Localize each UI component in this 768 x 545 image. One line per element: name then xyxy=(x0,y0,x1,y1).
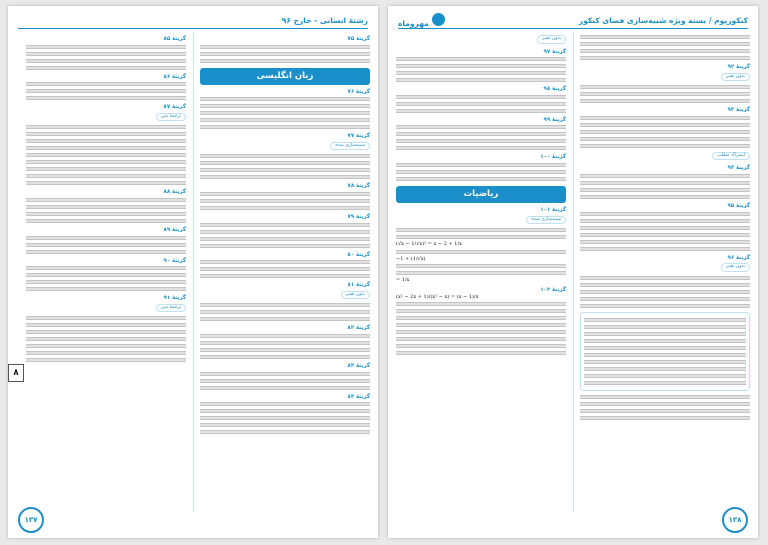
left-page-header xyxy=(18,12,368,28)
brand-logo-icon xyxy=(432,13,445,26)
question-title: گزینهٔ ۹۳ xyxy=(727,107,750,114)
section-title: ریاضیات xyxy=(396,186,566,203)
question-title: گزینهٔ ۸۷ xyxy=(163,104,186,111)
page-number: ۱۳۷ xyxy=(18,507,44,533)
question-title: گزینهٔ ۱۰۲ xyxy=(540,286,566,293)
right-column xyxy=(580,33,750,511)
brand: مهروماه xyxy=(398,13,445,28)
question-title: گزینهٔ ۱۰۰ xyxy=(540,154,566,161)
status-badge: اشتراک مطلب xyxy=(712,152,750,161)
status-badge: شبیه‌سازی شده xyxy=(526,216,566,225)
question-title: گزینهٔ ۹۵ xyxy=(727,202,750,209)
question-title: گزینهٔ ۸۲ xyxy=(347,325,370,332)
status-badge: ترجمهٔ متن xyxy=(156,304,186,313)
right-page xyxy=(388,6,758,538)
status-badge: بدون تغییر xyxy=(537,35,566,44)
question-title: گزینهٔ ۹۲ xyxy=(727,64,750,70)
header-divider xyxy=(18,28,368,29)
explanation-box xyxy=(580,312,750,391)
question-title: گزینهٔ ۹۴ xyxy=(727,165,750,172)
status-badge: ترجمهٔ متن xyxy=(156,113,186,122)
question-title: گزینهٔ ۱۰۱ xyxy=(540,206,566,213)
status-badge: بدون تغییر xyxy=(721,263,750,272)
column-divider xyxy=(573,32,574,512)
header-book-title: کنکوریوم / بسته ویژه شبیه‌سازی فضای کنکور xyxy=(578,15,748,25)
question-title: گزینهٔ ۸۰ xyxy=(347,251,370,258)
question-title: گزینهٔ ۹۷ xyxy=(543,48,566,55)
question-title: گزینهٔ ۸۴ xyxy=(347,393,370,400)
question-title: گزینهٔ ۸۸ xyxy=(163,189,186,196)
question-title: گزینهٔ ۷۵ xyxy=(347,36,370,42)
column-divider xyxy=(193,32,194,512)
question-title: گزینهٔ ۷۷ xyxy=(347,133,370,140)
question-title: گزینهٔ ۹۶ xyxy=(727,254,750,261)
status-badge: بدون تغییر xyxy=(721,73,750,82)
math-line: = 1/x xyxy=(396,277,410,284)
question-title: گزینهٔ ۸۵ xyxy=(163,36,186,42)
question-title: گزینهٔ ۸۹ xyxy=(163,226,186,233)
math-line: (√x − 1/√x)² = x − 2 + 1/x xyxy=(396,241,462,248)
left-column xyxy=(396,33,566,511)
right-column xyxy=(200,33,370,511)
question-title: گزینهٔ ۷۸ xyxy=(347,183,370,190)
question-title: گزینهٔ ۹۹ xyxy=(543,116,566,123)
left-page xyxy=(8,6,378,538)
question-title: گزینهٔ ۹۸ xyxy=(543,86,566,93)
question-title: گزینهٔ ۹۱ xyxy=(163,295,186,302)
page-number: ۱۳۸ xyxy=(722,507,748,533)
status-badge: بدون تغییر xyxy=(341,291,370,300)
header-book-title: رشتهٔ انسانی - خارج ۹۶ xyxy=(281,15,368,25)
right-page-header xyxy=(398,12,748,28)
header-divider xyxy=(398,28,748,29)
left-column xyxy=(26,33,186,511)
question-title: گزینهٔ ۷۶ xyxy=(347,88,370,95)
question-title: گزینهٔ ۸۶ xyxy=(163,73,186,80)
math-line: (x² − 2x + 1)/(x² − x) = (x − 1)/x xyxy=(396,293,479,300)
chapter-tab[interactable]: ۸ xyxy=(8,364,24,382)
math-line: −1 + (1/√x) xyxy=(396,255,426,262)
question-title: گزینهٔ ۸۱ xyxy=(347,282,370,289)
question-title: گزینهٔ ۸۳ xyxy=(347,362,370,369)
status-badge: شبیه‌سازی شده xyxy=(330,142,370,151)
question-title: گزینهٔ ۷۹ xyxy=(347,213,370,220)
question-title: گزینهٔ ۹۰ xyxy=(163,257,186,264)
section-title: زبان انگلیسی xyxy=(200,68,370,85)
